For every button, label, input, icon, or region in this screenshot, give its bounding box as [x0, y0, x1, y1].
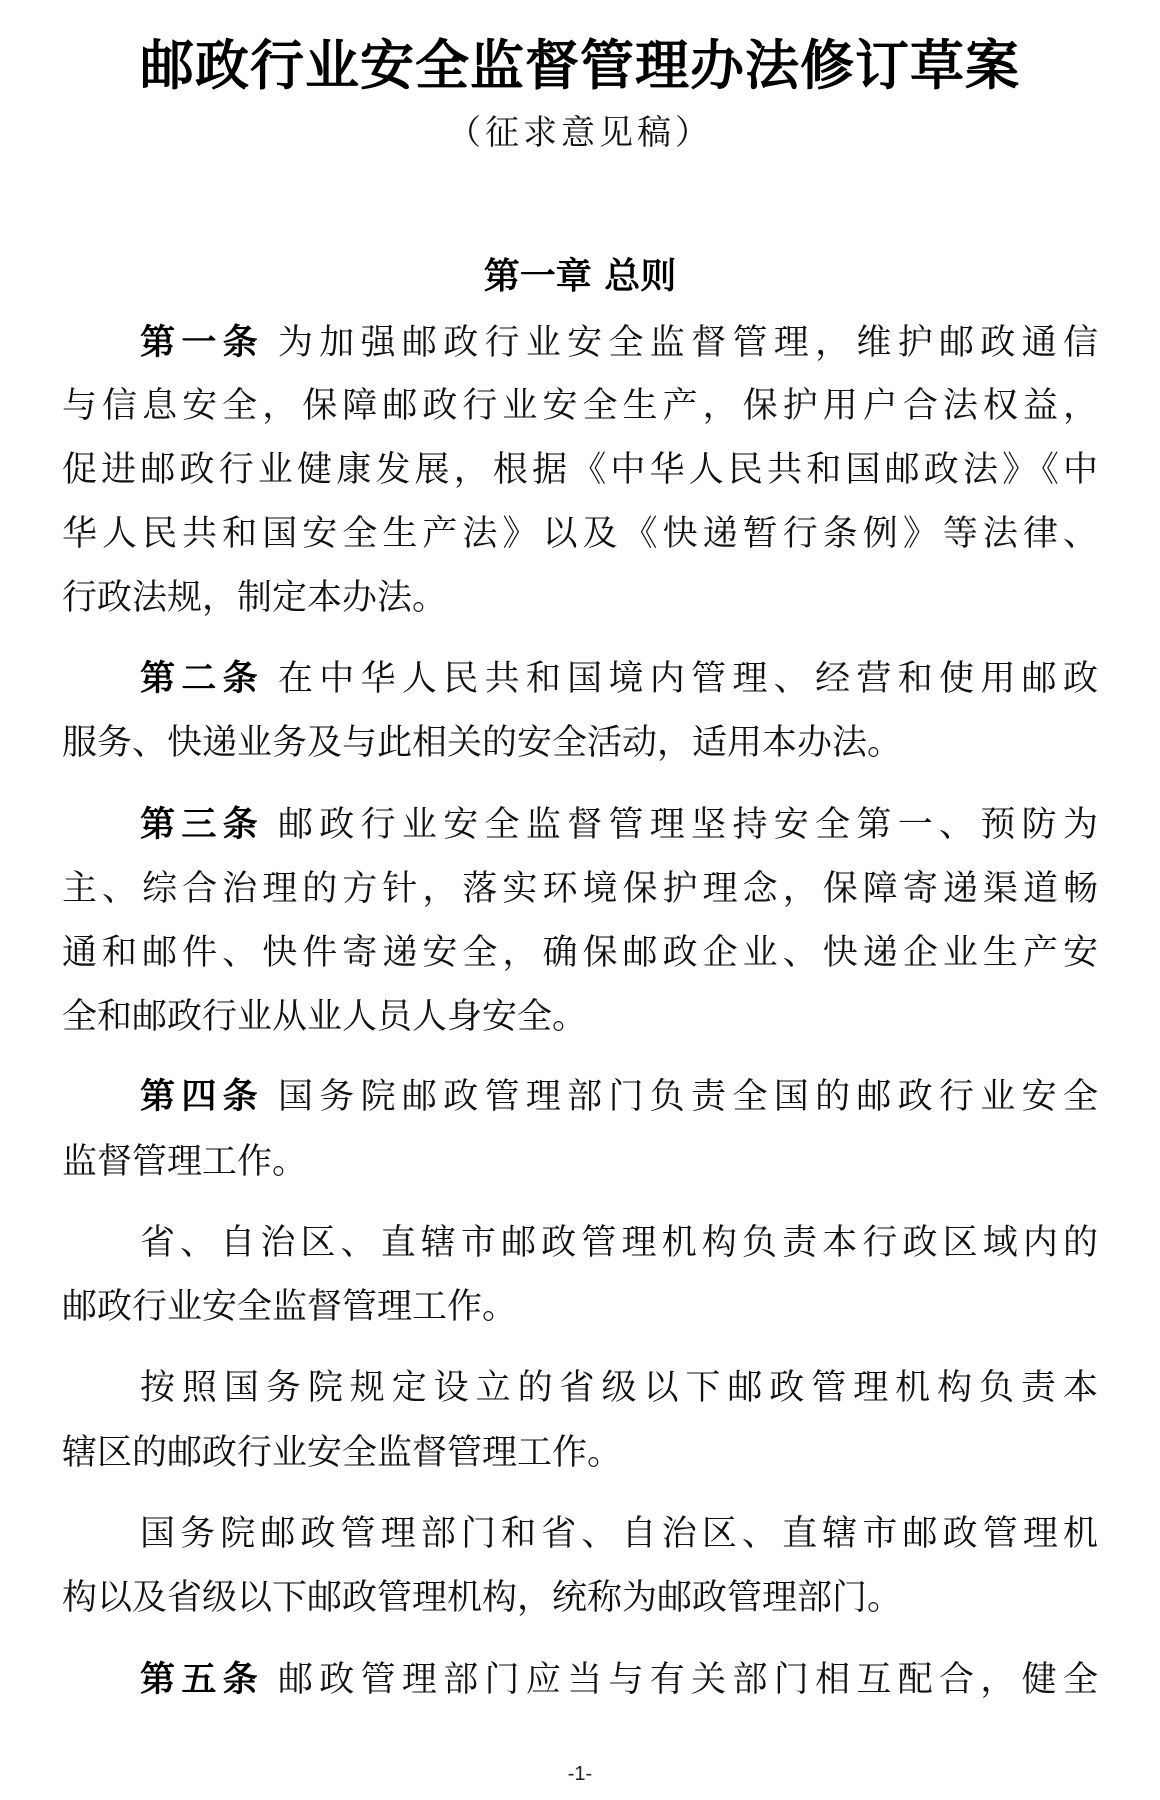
- article-4-para-4-line-2: 构以及省级以下邮政管理机构，统称为邮政管理部门。: [62, 1578, 903, 1618]
- article-3-line-4: 全和邮政行业从业人员人身安全。: [62, 997, 588, 1037]
- article-3-label: 第三条: [140, 805, 264, 845]
- article-3-line-2: 主、综合治理的方针，落实环境保护理念，保障寄递渠道畅: [62, 869, 1098, 909]
- article-1-line-1: 第一条 为加强邮政行业安全监督管理，维护邮政通信: [140, 323, 1098, 363]
- article-4-para-3-line-2: 辖区的邮政行业安全监督管理工作。: [62, 1433, 623, 1473]
- article-2-line-2: 服务、快递业务及与此相关的安全活动，适用本办法。: [62, 723, 903, 763]
- article-3-line-3: 通和邮件、快件寄递安全，确保邮政企业、快递企业生产安: [62, 933, 1098, 973]
- article-1-line-3: 促进邮政行业健康发展，根据《中华人民共和国邮政法》《中: [62, 450, 1098, 490]
- page-number: -1-: [567, 1763, 593, 1785]
- article-1-line-5: 行政法规，制定本办法。: [62, 578, 448, 618]
- document-title: 邮政行业安全监督管理办法修订草案: [140, 33, 1020, 97]
- article-1-label: 第一条: [140, 323, 264, 363]
- article-2-label: 第二条: [140, 659, 264, 699]
- article-4-line-1: 第四条 国务院邮政管理部门负责全国的邮政行业安全: [140, 1077, 1098, 1117]
- article-5-line-1: 第五条 邮政管理部门应当与有关部门相互配合，健全: [140, 1660, 1098, 1700]
- chapter-heading: 第一章 总则: [483, 256, 677, 297]
- article-3-line-1: 第三条 邮政行业安全监督管理坚持安全第一、预防为: [140, 805, 1098, 845]
- article-4-para-3-line-1: 按照国务院规定设立的省级以下邮政管理机构负责本: [140, 1368, 1098, 1408]
- article-4-para-4-line-1: 国务院邮政管理部门和省、自治区、直辖市邮政管理机: [140, 1514, 1098, 1554]
- article-5-label: 第五条: [140, 1660, 264, 1700]
- article-4-para-2-line-2: 邮政行业安全监督管理工作。: [62, 1287, 518, 1327]
- article-1-line-2: 与信息安全，保障邮政行业安全生产，保护用户合法权益，: [62, 386, 1098, 426]
- document-subtitle: （征求意见稿）: [447, 113, 713, 153]
- article-1-line-4: 华人民共和国安全生产法》以及《快递暂行条例》等法律、: [62, 514, 1098, 554]
- article-4-line-2: 监督管理工作。: [62, 1142, 308, 1182]
- article-2-line-1: 第二条 在中华人民共和国境内管理、经营和使用邮政: [140, 659, 1098, 699]
- article-4-para-2-line-1: 省、自治区、直辖市邮政管理机构负责本行政区域内的: [140, 1223, 1098, 1263]
- article-4-label: 第四条: [140, 1077, 264, 1117]
